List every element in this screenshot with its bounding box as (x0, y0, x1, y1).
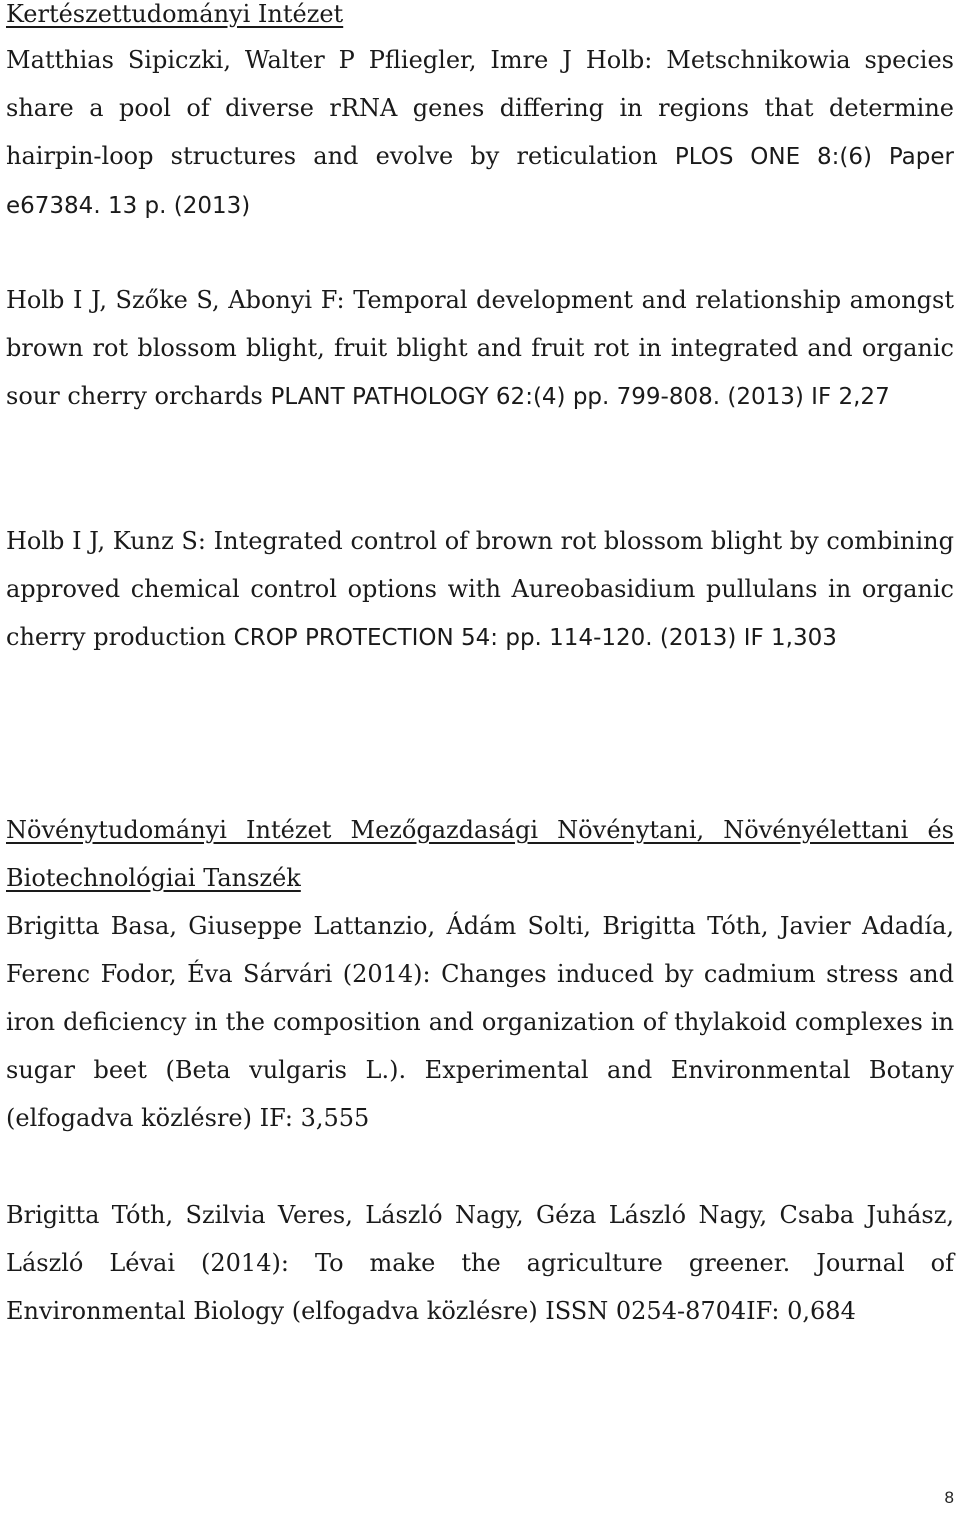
section-heading-kerteszettudomanyi: Kertészettudományi Intézet (6, 0, 344, 28)
entry-title: Changes induced by cadmium stress and iron deficiency in the composition and organization of thylakoid complexes in sugar beet (Beta vulgaris L.). (6, 960, 954, 1084)
reference-entry-toth (6, 1191, 954, 1335)
entry-title: To make the agriculture greener. (314, 1249, 791, 1277)
entry-source: CROP PROTECTION 54: pp. 114-120. (2013) IF 1,303 (233, 625, 837, 651)
entry-source: Journal of Environmental Biology (elfogadva közlésre) ISSN 0254-8704IF: 0,684 (6, 1249, 954, 1325)
reference-entry-holb-kunz (6, 517, 954, 662)
reference-entry-sipiczki (6, 36, 954, 230)
entry-title: Integrated control of brown rot blossom blight by combining approved chemical control options with Aureobasidium pullulans in organic cherry production (6, 527, 955, 651)
entry-source: PLOS ONE 8:(6) Paper e67384. 13 p. (2013) (6, 144, 954, 219)
entry-authors: Holb I J, Szőke S, Abonyi F: (6, 286, 345, 314)
entry-authors: Holb I J, Kunz S: (6, 527, 206, 555)
reference-entry-basa (6, 902, 954, 1142)
entry-authors: Matthias Sipiczki, Walter P Pfliegler, Imre J Holb: (6, 46, 653, 74)
section-heading-novenytudomanyi: Növénytudományi Intézet Mezőgazdasági Növénytani, Növényélettani és Biotechnológiai Tanszék (6, 816, 954, 892)
entry-title: Temporal development and relationship amongst brown rot blossom blight, fruit blight and fruit rot in integrated and organic sour cherry orchards (6, 286, 954, 410)
entry-source: Experimental and Environmental Botany (elfogadva közlésre) IF: 3,555 (6, 1056, 954, 1132)
entry-title: Metschnikowia species share a pool of diverse rRNA genes differing in regions that determine hairpin-loop structures and evolve by reticulation (6, 46, 954, 170)
entry-authors: Brigitta Tóth, Szilvia Veres, László Nagy, Géza László Nagy, Csaba Juhász, László Lévai (2014): (6, 1201, 954, 1277)
page-number: 8 (944, 1488, 954, 1507)
reference-entry-holb-szoke (6, 276, 954, 421)
entry-authors: Brigitta Basa, Giuseppe Lattanzio, Ádám Solti, Brigitta Tóth, Javier Adadía, Ferenc Fodor, Éva Sárvári (2014): (6, 912, 954, 988)
entry-source: PLANT PATHOLOGY 62:(4) pp. 799-808. (2013) IF 2,27 (270, 384, 890, 410)
